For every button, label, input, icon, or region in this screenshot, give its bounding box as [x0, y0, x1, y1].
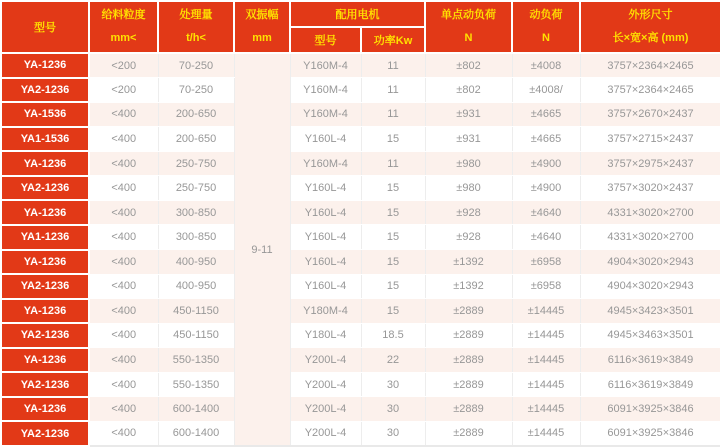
single-load-cell: ±980 — [425, 151, 512, 176]
motor-power-cell: 15 — [361, 250, 425, 275]
dimensions-cell: 6116×3619×3849 — [580, 348, 720, 373]
dimensions-cell: 4331×3020×2700 — [580, 200, 720, 225]
table-row — [1, 421, 720, 446]
dynamic-load-cell: ±4640 — [512, 225, 580, 250]
motor-power-cell: 15 — [361, 200, 425, 225]
model-cell: YA-1236 — [1, 397, 89, 422]
feed-size-cell: <400 — [89, 127, 158, 152]
header-feed-size — [89, 1, 158, 53]
dynamic-load-cell: ±6958 — [512, 250, 580, 275]
feed-size-cell: <400 — [89, 323, 158, 348]
model-cell: YA2-1236 — [1, 421, 89, 446]
model-cell: YA-1236 — [1, 53, 89, 78]
capacity-cell: 200-650 — [158, 102, 234, 127]
dynamic-load-cell: ±14445 — [512, 397, 580, 422]
header-single-dynamic-load-unit: N — [464, 32, 473, 44]
capacity-cell: 550-1350 — [158, 372, 234, 397]
feed-size-cell: <400 — [89, 397, 158, 422]
table-row — [1, 323, 720, 348]
capacity-cell: 250-750 — [158, 176, 234, 201]
motor-model-cell: Y160L-4 — [290, 200, 361, 225]
feed-size-cell: <400 — [89, 299, 158, 324]
single-load-cell: ±931 — [425, 127, 512, 152]
motor-model-cell: Y180L-4 — [290, 323, 361, 348]
table-row — [1, 176, 720, 201]
dynamic-load-cell: ±4900 — [512, 176, 580, 201]
table-row — [1, 397, 720, 422]
model-cell: YA2-1236 — [1, 323, 89, 348]
dimensions-cell: 3757×2670×2437 — [580, 102, 720, 127]
header-capacity-label: 处理量 — [179, 9, 213, 21]
dynamic-load-cell: ±4008 — [512, 53, 580, 78]
dimensions-cell: 4945×3423×3501 — [580, 299, 720, 324]
capacity-cell: 70-250 — [158, 78, 234, 103]
single-load-cell: ±2889 — [425, 421, 512, 446]
header-model-label: 型号 — [34, 22, 56, 34]
header-amplitude-label: 双振幅 — [245, 9, 279, 21]
dimensions-cell: 3757×2364×2465 — [580, 78, 720, 103]
motor-model-cell: Y160L-4 — [290, 274, 361, 299]
amplitude-merged-cell: 9-11 — [234, 53, 290, 446]
table-row — [1, 151, 720, 176]
motor-model-cell: Y160L-4 — [290, 250, 361, 275]
table-row — [1, 250, 720, 275]
dynamic-load-cell: ±4640 — [512, 200, 580, 225]
motor-model-cell: Y200L-4 — [290, 348, 361, 373]
motor-power-cell: 30 — [361, 397, 425, 422]
feed-size-cell: <400 — [89, 348, 158, 373]
table-header — [1, 1, 720, 53]
header-feed-size-unit: mm< — [110, 32, 137, 44]
header-motor-model — [290, 27, 361, 53]
header-motor-power-label: 功率Kw — [373, 35, 413, 47]
header-motor-group — [290, 1, 425, 27]
header-amplitude-unit: mm — [252, 32, 272, 44]
feed-size-cell: <400 — [89, 200, 158, 225]
single-load-cell: ±2889 — [425, 397, 512, 422]
header-dynamic-load-label: 动负荷 — [529, 9, 563, 21]
table-row — [1, 225, 720, 250]
single-load-cell: ±2889 — [425, 323, 512, 348]
motor-model-cell: Y160M-4 — [290, 53, 361, 78]
motor-power-cell: 15 — [361, 127, 425, 152]
header-motor-model-label: 型号 — [314, 35, 337, 47]
single-load-cell: ±980 — [425, 176, 512, 201]
header-amplitude — [234, 1, 290, 53]
capacity-cell: 200-650 — [158, 127, 234, 152]
dynamic-load-cell: ±4008/ — [512, 78, 580, 103]
feed-size-cell: <200 — [89, 78, 158, 103]
feed-size-cell: <400 — [89, 225, 158, 250]
table-row — [1, 200, 720, 225]
model-cell: YA1-1536 — [1, 127, 89, 152]
capacity-cell: 450-1150 — [158, 299, 234, 324]
motor-model-cell: Y160L-4 — [290, 225, 361, 250]
single-load-cell: ±1392 — [425, 250, 512, 275]
capacity-cell: 300-850 — [158, 225, 234, 250]
table-row — [1, 348, 720, 373]
motor-model-cell: Y160L-4 — [290, 176, 361, 201]
feed-size-cell: <400 — [89, 421, 158, 446]
dynamic-load-cell: ±14445 — [512, 348, 580, 373]
motor-model-cell: Y160M-4 — [290, 102, 361, 127]
motor-power-cell: 30 — [361, 372, 425, 397]
motor-power-cell: 11 — [361, 102, 425, 127]
dimensions-cell: 3757×2975×2437 — [580, 151, 720, 176]
single-load-cell: ±2889 — [425, 348, 512, 373]
dimensions-cell: 4945×3463×3501 — [580, 323, 720, 348]
feed-size-cell: <400 — [89, 176, 158, 201]
header-dynamic-load-unit: N — [542, 32, 550, 44]
motor-model-cell: Y200L-4 — [290, 397, 361, 422]
motor-model-cell: Y180M-4 — [290, 299, 361, 324]
dimensions-cell: 3757×3020×2437 — [580, 176, 720, 201]
feed-size-cell: <400 — [89, 250, 158, 275]
dimensions-cell: 6091×3925×3846 — [580, 421, 720, 446]
dimensions-cell: 6091×3925×3846 — [580, 397, 720, 422]
model-cell: YA-1236 — [1, 299, 89, 324]
model-cell: YA2-1236 — [1, 274, 89, 299]
model-cell: YA1-1236 — [1, 225, 89, 250]
single-load-cell: ±2889 — [425, 372, 512, 397]
dynamic-load-cell: ±4665 — [512, 127, 580, 152]
motor-model-cell: Y160L-4 — [290, 127, 361, 152]
header-feed-size-label: 给料粒度 — [101, 9, 146, 21]
feed-size-cell: <400 — [89, 102, 158, 127]
motor-model-cell: Y200L-4 — [290, 372, 361, 397]
header-dimensions-label: 外形尺寸 — [628, 9, 673, 21]
dynamic-load-cell: ±6958 — [512, 274, 580, 299]
feed-size-cell: <400 — [89, 274, 158, 299]
header-motor-group-label: 配用电机 — [335, 9, 380, 21]
motor-power-cell: 30 — [361, 421, 425, 446]
feed-size-cell: <400 — [89, 372, 158, 397]
dimensions-cell: 3757×2364×2465 — [580, 53, 720, 78]
dynamic-load-cell: ±14445 — [512, 323, 580, 348]
dimensions-cell: 4331×3020×2700 — [580, 225, 720, 250]
model-cell: YA2-1236 — [1, 78, 89, 103]
dynamic-load-cell: ±4900 — [512, 151, 580, 176]
header-dimensions-unit: 长×宽×高 (mm) — [612, 32, 689, 44]
model-cell: YA2-1236 — [1, 372, 89, 397]
single-load-cell: ±2889 — [425, 299, 512, 324]
table-row — [1, 53, 720, 78]
capacity-cell: 400-950 — [158, 274, 234, 299]
dynamic-load-cell: ±4665 — [512, 102, 580, 127]
header-capacity-unit: t/h< — [186, 32, 206, 44]
single-load-cell: ±928 — [425, 200, 512, 225]
dimensions-cell: 3757×2715×2437 — [580, 127, 720, 152]
capacity-cell: 70-250 — [158, 53, 234, 78]
motor-power-cell: 11 — [361, 78, 425, 103]
motor-power-cell: 11 — [361, 151, 425, 176]
table-body — [1, 53, 720, 446]
motor-power-cell: 15 — [361, 299, 425, 324]
motor-model-cell: Y200L-4 — [290, 421, 361, 446]
model-cell: YA-1236 — [1, 200, 89, 225]
motor-model-cell: Y160M-4 — [290, 151, 361, 176]
header-single-dynamic-load — [425, 1, 512, 53]
model-cell: YA-1236 — [1, 348, 89, 373]
table-row — [1, 299, 720, 324]
table-row — [1, 127, 720, 152]
header-dynamic-load — [512, 1, 580, 53]
dimensions-cell: 4904×3020×2943 — [580, 250, 720, 275]
capacity-cell: 600-1400 — [158, 421, 234, 446]
dynamic-load-cell: ±14445 — [512, 299, 580, 324]
header-capacity — [158, 1, 234, 53]
feed-size-cell: <400 — [89, 151, 158, 176]
motor-power-cell: 15 — [361, 225, 425, 250]
single-load-cell: ±802 — [425, 78, 512, 103]
motor-power-cell: 11 — [361, 53, 425, 78]
table-row — [1, 372, 720, 397]
single-load-cell: ±928 — [425, 225, 512, 250]
motor-model-cell: Y160M-4 — [290, 78, 361, 103]
model-cell: YA2-1236 — [1, 176, 89, 201]
capacity-cell: 250-750 — [158, 151, 234, 176]
table-row — [1, 274, 720, 299]
dynamic-load-cell: ±14445 — [512, 421, 580, 446]
motor-power-cell: 15 — [361, 274, 425, 299]
header-single-dynamic-load-label: 单点动负荷 — [441, 9, 496, 21]
table-row — [1, 102, 720, 127]
dimensions-cell: 6116×3619×3849 — [580, 372, 720, 397]
model-cell: YA-1536 — [1, 102, 89, 127]
capacity-cell: 400-950 — [158, 250, 234, 275]
header-model — [1, 1, 89, 53]
single-load-cell: ±1392 — [425, 274, 512, 299]
single-load-cell: ±931 — [425, 102, 512, 127]
motor-power-cell: 18.5 — [361, 323, 425, 348]
table-row — [1, 78, 720, 103]
header-motor-power — [361, 27, 425, 53]
feed-size-cell: <200 — [89, 53, 158, 78]
model-cell: YA-1236 — [1, 151, 89, 176]
model-cell: YA-1236 — [1, 250, 89, 275]
motor-power-cell: 15 — [361, 176, 425, 201]
single-load-cell: ±802 — [425, 53, 512, 78]
dimensions-cell: 4904×3020×2943 — [580, 274, 720, 299]
capacity-cell: 600-1400 — [158, 397, 234, 422]
capacity-cell: 550-1350 — [158, 348, 234, 373]
header-dimensions — [580, 1, 720, 53]
motor-power-cell: 22 — [361, 348, 425, 373]
capacity-cell: 300-850 — [158, 200, 234, 225]
capacity-cell: 450-1150 — [158, 323, 234, 348]
dynamic-load-cell: ±14445 — [512, 372, 580, 397]
